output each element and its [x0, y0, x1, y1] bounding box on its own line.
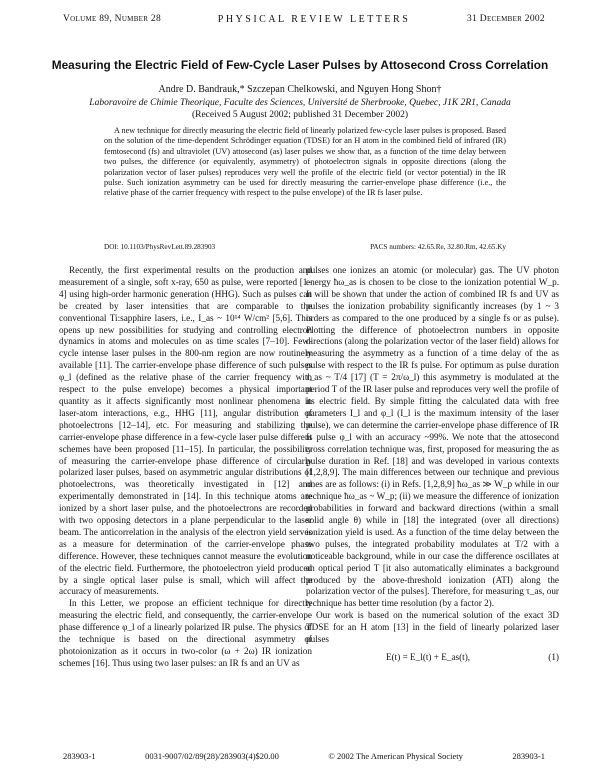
footer-issn: 0031-9007/02/89(28)/283903(4)$20.00	[145, 751, 279, 761]
footer-page-id: 283903-1	[63, 751, 96, 761]
page-footer	[63, 751, 545, 761]
footer-copyright: © 2002 The American Physical Society	[328, 751, 463, 761]
pacs-numbers: PACS numbers: 42.65.Re, 32.80.Rm, 42.65.Ky	[370, 243, 506, 251]
author-list: Andre D. Bandrauk,* Szczepan Chelkowski, and Nguyen Hong Shon†	[158, 84, 442, 95]
affiliation: Laboravoire de Chimie Theorique, Faculte des Sciences, Université de Sherbrooke, Quebec, J1K 2R1, Canada	[89, 98, 511, 108]
equation-1	[306, 652, 559, 664]
equation-text: E(t) = E_l(t) + E_as(t),	[386, 652, 471, 662]
body-paragraph: pulses one ionizes an atomic (or molecular) gas. The UV photon energy ħω_as is chosen to be close to the ionization potential W_p. It will be shown that under the action of combined IR fs and UV as pulses the ionization probability significantly increases (by 1 ~ 3 orders as compared to the one produced by a single fs or as pulse). Plotting the difference of photoelectron numbers in opposite directions (along the polarization vector of the laser field) allows for measuring the asymmetry as a function of a time delay of the as pulse with respect to the IR fs pulse. For optimum as pulse duration τ_as ~ T/4 [17] (T = 2π/ω_l) this asymmetry is modulated at the period T of the IR laser pulse and reproduces very well the profile of its electric field. By simple fitting the calculated data with free parameters I_l and φ_l (I_l is the maximum intensity of the laser pulse), we can determine the carrier-envelope phase difference of IR fs pulse φ_l with an accuracy ~99%. We note that the attosecond cross correlation technique was, first, proposed for measuring the as pulse duration in Ref. [18] and was developed in various contexts [1,2,8,9]. The main differences between our technique and previous ones are as follows: (i) in Refs. [1,2,8,9] ħω_as ≫ W_p while in our technique ħω_as ~ W_p; (ii) we measure the difference of ionization probabilities in forward and backward directions (within a small solid angle θ) while in [18] the integrated (over all directions) ionization yield is used. As a function of the time delay between the two pulses, the integrated probability modulates at T/2 with a noticeable background, while in our case the difference oscillates at an optical period T [it also automatically eliminates a background produced by the above-threshold ionization (ATI) along the polarization vector of the pulses]. Therefore, for measuring τ_as, our technique has better time resolution (by a factor 2).	[306, 265, 559, 609]
footer-page-number: 283903-1	[512, 751, 545, 761]
running-header	[63, 12, 545, 26]
doi-pacs-row	[104, 243, 506, 251]
volume-label: Volume 89, Number 28	[63, 14, 162, 24]
abstract: A new technique for directly measuring the electric field of linearly polarized few-cycle laser pulses is proposed. Based on the solution of the time-dependent Schrödinger equation (TDSE) for an H atom in the combined field of infrared (IR) femtosecond (fs) and ultraviolet (UV) attosecond (as) laser pulses we show that, as a function of the time delay between two pulses, the difference (or equivalently, asymmetry) of photoelectron signals in opposite directions (along the polarization vector of laser pulses) reproduces very well the profile of the electric field (or vector potential) in the IR pulse. Such ionization asymmetry can be used for directly measuring the carrier-envelope phase difference (i.e., the relative phase of the carrier frequency with respect to the pulse envelope) of the IR fs laser pulse.	[104, 126, 506, 198]
body-paragraph: Recently, the first experimental results on the production and measurement of a single, soft x-ray, 650 as pulse, were reported [1–4] using high-order harmonic generation (HHG). Such as pulses can be created by laser intensities that are comparable to the conventional Ti:sapphire lasers, i.e., I_as ~ 10¹⁴ W/cm² [5,6]. This opens up new possibilities for studying and controlling electron dynamics in atoms and molecules on as time scales [7–10]. Few-cycle intense laser pulses in the 800-nm region are now routinely available [11]. The carrier-envelope phase difference of such pulses φ_l (defined as the relative phase of the carrier frequency with respect to the pulse envelope) becomes a physical important quantity as it affects significantly most nonlinear phenomena in laser-atom interactions, e.g., HHG [11], angular distribution of photoelectrons [12–14], etc. For measuring and stabilizing the carrier-envelope phase difference in a few-cycle laser pulse different schemes have been proposed [11–15]. In particular, the possibility of measuring the carrier-envelope phase difference of circularly polarized laser pulses, based on asymmetric angular distributions of photoelectrons, was theoretically investigated in [12] and experimentally demonstrated in [14]. In this technique atoms are ionized by a short laser pulse, and the photoelectrons are recorded with two opposing detectors in a plane perpendicular to the laser beam. The anticorrelation in the analysis of the electron yield serves as a measure for determination of the carrier-envelope phase difference. However, these techniques cannot measure the evolution of the electric field. Furthermore, the photoelectron yield produced by a single optical laser pulse is small, which will affect the accuracy of measurements.	[59, 265, 312, 597]
left-column	[59, 265, 312, 670]
paper-title: Measuring the Electric Field of Few-Cycle Laser Pulses by Attosecond Cross Correlation	[51, 58, 549, 72]
body-paragraph: In this Letter, we propose an efficient technique for directly measuring the electric field, and consequently, the carrier-envelope phase difference φ_l of a linearly polarized IR pulse. The physics of the technique is based on the directional asymmetry of photoionization as it occurs in two-color (ω + 2ω) IR ionization schemes [16]. Thus using two laser pulses: an IR fs and an UV as	[59, 598, 312, 668]
doi: DOI: 10.1103/PhysRevLett.89.283903	[104, 243, 216, 251]
issue-date: 31 December 2002	[467, 14, 545, 24]
equation-number: (1)	[548, 652, 559, 662]
body-paragraph: Our work is based on the numerical solution of the exact 3D TDSE for an H atom [13] in the field of linearly polarized laser pulses	[306, 610, 559, 645]
journal-name: PHYSICAL REVIEW LETTERS	[217, 13, 411, 25]
received-dates: (Received 5 August 2002; published 31 December 2002)	[191, 110, 409, 120]
right-column	[306, 265, 559, 664]
